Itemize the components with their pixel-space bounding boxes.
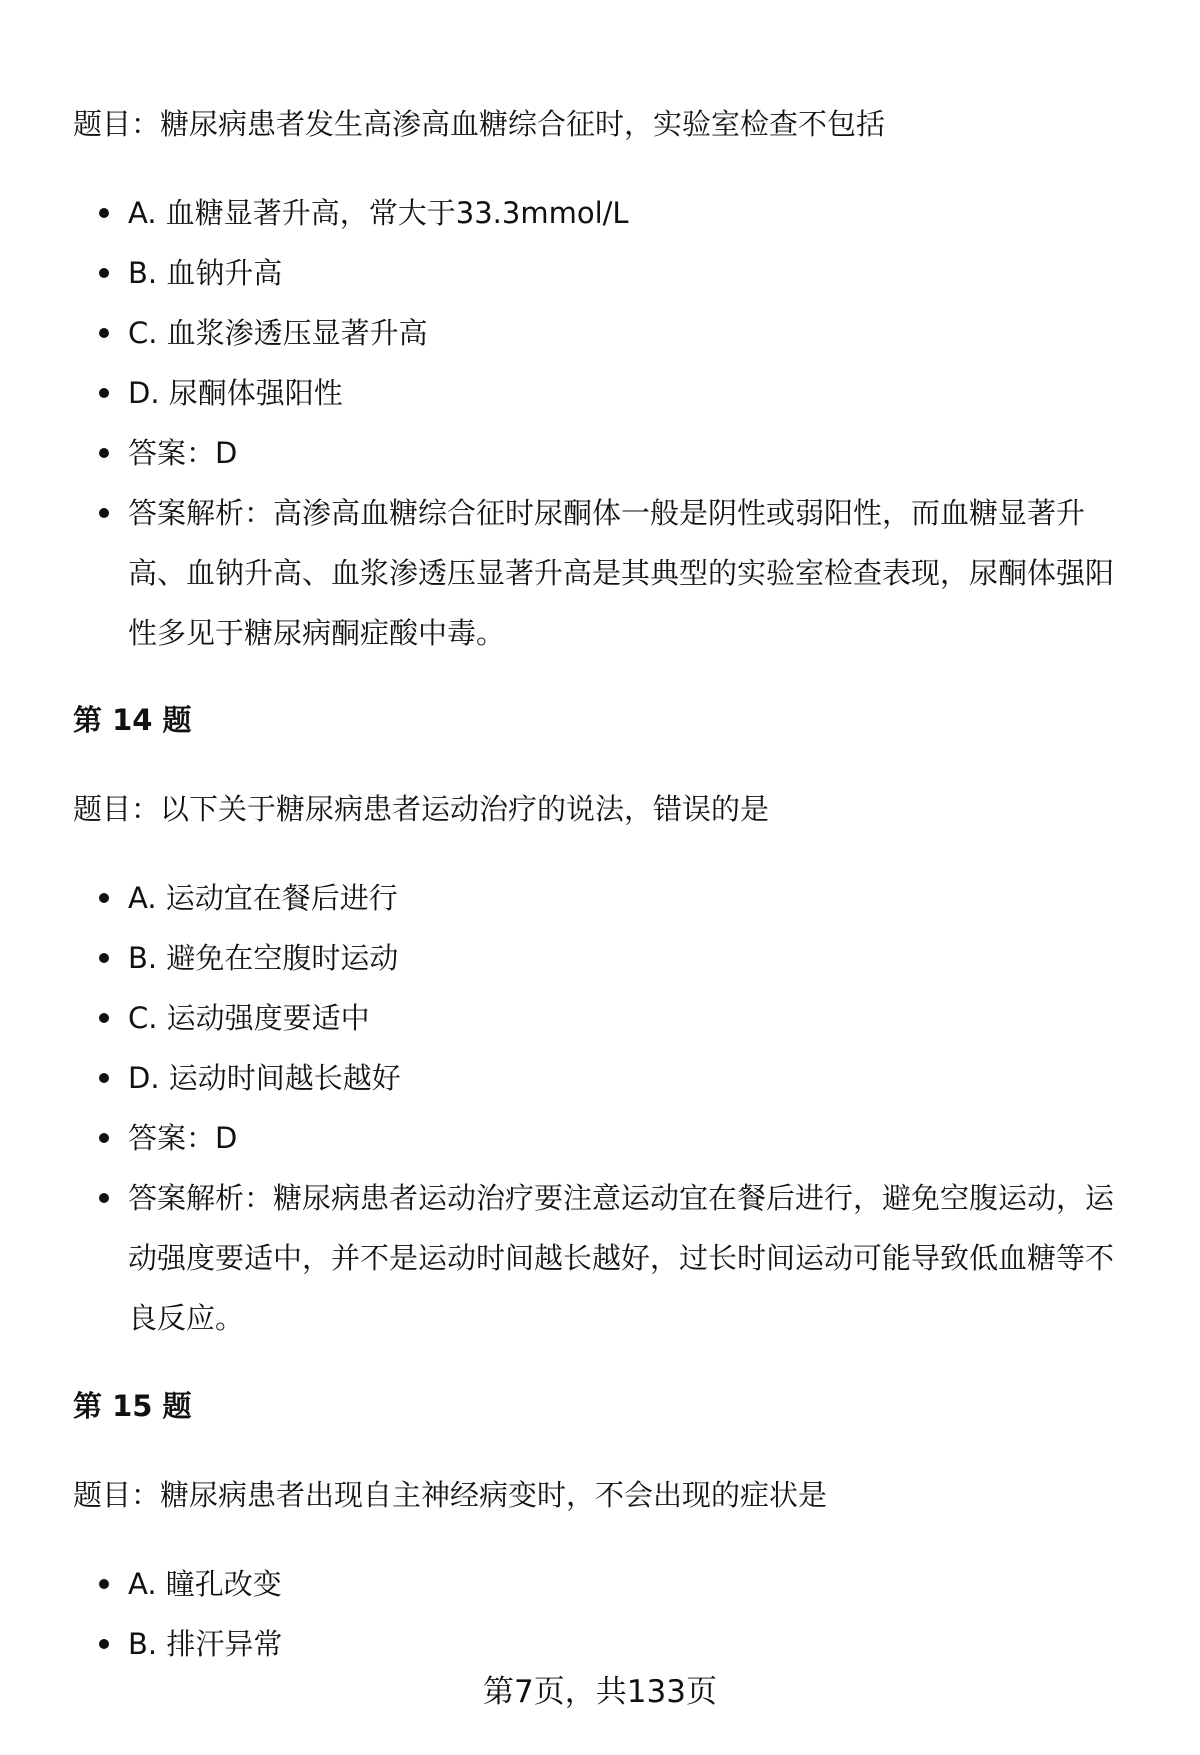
- bullet-dot: [99, 1193, 109, 1203]
- question-15-text: 题目：糖尿病患者出现自主神经病变时，不会出现的症状是: [73, 1478, 828, 1512]
- bullet-dot: [99, 1639, 109, 1649]
- bullet-dot: [99, 448, 109, 458]
- option-a-text: A. 血糖显著升高，常大于33.3mmol/L: [128, 196, 629, 230]
- question-15-options: [0, 1554, 1138, 1674]
- answer-explanation: [0, 483, 1138, 663]
- bullet-dot: [99, 388, 109, 398]
- bullet-dot: [99, 508, 109, 518]
- option-d: [0, 1048, 1138, 1108]
- option-a: [0, 1554, 1138, 1614]
- option-d-text: D. 尿酮体强阳性: [128, 376, 343, 410]
- question-15-heading: 第 15 题: [73, 1389, 192, 1423]
- option-a: [0, 183, 1138, 243]
- answer-explanation: [0, 1168, 1138, 1348]
- option-d: [0, 363, 1138, 423]
- page-number: 第7页，共133页: [483, 1674, 717, 1710]
- question-13-options: [0, 183, 1138, 663]
- option-b-text: B. 避免在空腹时运动: [128, 941, 399, 975]
- question-14-heading: 第 14 题: [73, 703, 192, 737]
- answer-explanation-text: 答案解析：高渗高血糖综合征时尿酮体一般是阴性或弱阳性，而血糖显著升高、血钠升高、血浆渗透压显著升高是其典型的实验室检查表现，尿酮体强阳性多见于糖尿病酮症酸中毒。: [128, 496, 1115, 650]
- bullet-dot: [99, 953, 109, 963]
- bullet-dot: [99, 893, 109, 903]
- option-c: [0, 303, 1138, 363]
- answer-text: 答案：D: [128, 1121, 238, 1155]
- option-c-text: C. 血浆渗透压显著升高: [128, 316, 428, 350]
- answer-text: 答案：D: [128, 436, 238, 470]
- bullet-dot: [99, 208, 109, 218]
- option-a: [0, 868, 1138, 928]
- bullet-dot: [99, 328, 109, 338]
- option-a-text: A. 瞳孔改变: [128, 1567, 282, 1601]
- option-b-text: B. 排汗异常: [128, 1627, 283, 1661]
- bullet-dot: [99, 1133, 109, 1143]
- question-14-text: 题目：以下关于糖尿病患者运动治疗的说法，错误的是: [73, 792, 770, 826]
- bullet-dot: [99, 1579, 109, 1589]
- question-13-text: 题目：糖尿病患者发生高渗高血糖综合征时，实验室检查不包括: [73, 107, 886, 141]
- bullet-dot: [99, 268, 109, 278]
- option-b-text: B. 血钠升高: [128, 256, 283, 290]
- option-b: [0, 928, 1138, 988]
- bullet-dot: [99, 1073, 109, 1083]
- answer: [0, 423, 1138, 483]
- option-d-text: D. 运动时间越长越好: [128, 1061, 401, 1095]
- bullet-dot: [99, 1013, 109, 1023]
- option-b: [0, 1614, 1138, 1674]
- option-c-text: C. 运动强度要适中: [128, 1001, 370, 1035]
- answer: [0, 1108, 1138, 1168]
- answer-explanation-text: 答案解析：糖尿病患者运动治疗要注意运动宜在餐后进行，避免空腹运动，运动强度要适中，并不是运动时间越长越好，过长时间运动可能导致低血糖等不良反应。: [128, 1181, 1115, 1335]
- option-c: [0, 988, 1138, 1048]
- option-b: [0, 243, 1138, 303]
- question-14-options: [0, 868, 1138, 1348]
- option-a-text: A. 运动宜在餐后进行: [128, 881, 398, 915]
